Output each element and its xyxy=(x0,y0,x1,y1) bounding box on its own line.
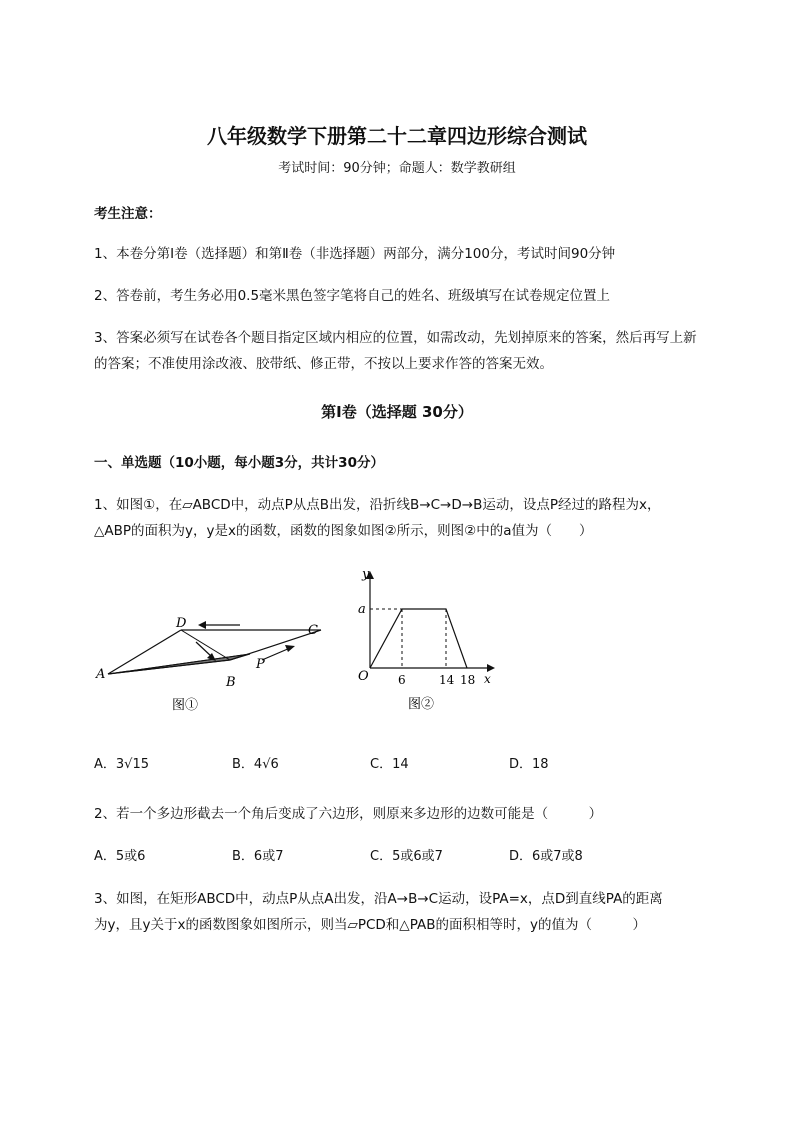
fig1-caption: 图① xyxy=(172,698,199,713)
q1-option-d[interactable]: D．18 xyxy=(509,757,549,772)
y-axis-label: y xyxy=(362,567,370,582)
x-axis-arrow xyxy=(487,664,495,672)
notice-item-1: 1、本卷分第I卷（选择题）和第Ⅱ卷（非选择题）两部分，满分100分，考试时间90分钟 xyxy=(94,246,616,262)
notice-item-3: 3、答案必须写在试卷各个题目指定区域内相应的位置，如需改动，先划掉原来的答案，然后再写上新 xyxy=(94,330,697,346)
q1-line-1: 1、如图①，在▱ABCD中，动点P从点B出发，沿折线B→C→D→B运动，设点P经过的路程为x， xyxy=(94,497,661,513)
notice-item-3-cont: 的答案；不准使用涂改液、胶带纸、修正带，不按以上要求作答的答案无效。 xyxy=(94,356,553,372)
q2-option-b[interactable]: B．6或7 xyxy=(232,849,284,864)
diagonal-db xyxy=(181,630,230,660)
tick-18: 18 xyxy=(460,673,476,687)
segment-ap xyxy=(108,654,250,674)
arrow-b-to-c-head xyxy=(285,645,295,652)
page-title: 八年级数学下册第二十二章四边形综合测试 xyxy=(207,124,587,148)
q1-figure-1 xyxy=(90,610,340,720)
label-a: A xyxy=(96,667,106,682)
x-axis-label: x xyxy=(484,672,491,686)
q2-option-c[interactable]: C．5或6或7 xyxy=(370,849,443,864)
q2-option-d[interactable]: D．6或7或8 xyxy=(509,849,583,864)
fig2-caption: 图② xyxy=(408,697,435,712)
q1-figure-2 xyxy=(350,562,510,718)
q2-text: 2、若一个多边形截去一个角后变成了六边形，则原来多边形的边数可能是（ ） xyxy=(94,806,603,822)
notice-heading: 考生注意： xyxy=(94,206,162,222)
q2-option-a[interactable]: A．5或6 xyxy=(94,849,146,864)
function-graph xyxy=(370,609,467,668)
tick-14: 14 xyxy=(439,673,455,687)
label-p: P xyxy=(256,657,265,672)
arrow-b-to-c xyxy=(262,648,290,660)
origin-label: O xyxy=(358,669,369,684)
q3-line-1: 3、如图，在矩形ABCD中，动点P从点A出发，沿A→B→C运动，设PA=x，点D到直线PA的距离 xyxy=(94,891,663,907)
notice-item-2: 2、答卷前，考生务必用0.5毫米黑色签字笔将自己的姓名、班级填写在试卷规定位置上 xyxy=(94,288,611,304)
exam-info: 考试时间：90分钟；命题人：数学教研组 xyxy=(278,161,516,176)
q1-line-2: △ABP的面积为y，y是x的函数，函数的图象如图②所示，则图②中的a值为（ ） xyxy=(94,523,593,539)
q1-option-c[interactable]: C．14 xyxy=(370,757,409,772)
q1-option-b[interactable]: B．4√6 xyxy=(232,757,279,772)
label-b: B xyxy=(226,675,236,690)
arrow-c-to-d-head xyxy=(198,621,206,629)
part1-heading: 第I卷（选择题 30分） xyxy=(321,403,473,421)
tick-6: 6 xyxy=(398,673,406,687)
q1-option-a[interactable]: A．3√15 xyxy=(94,757,149,772)
q3-line-2: 为y，且y关于x的函数图象如图所示，则当▱PCD和△PAB的面积相等时，y的值为（ ） xyxy=(94,917,646,933)
label-c: C xyxy=(308,623,318,638)
section1-heading: 一、单选题（10小题，每小题3分，共计30分） xyxy=(94,455,384,471)
a-label: a xyxy=(358,602,366,617)
label-d: D xyxy=(176,616,187,631)
